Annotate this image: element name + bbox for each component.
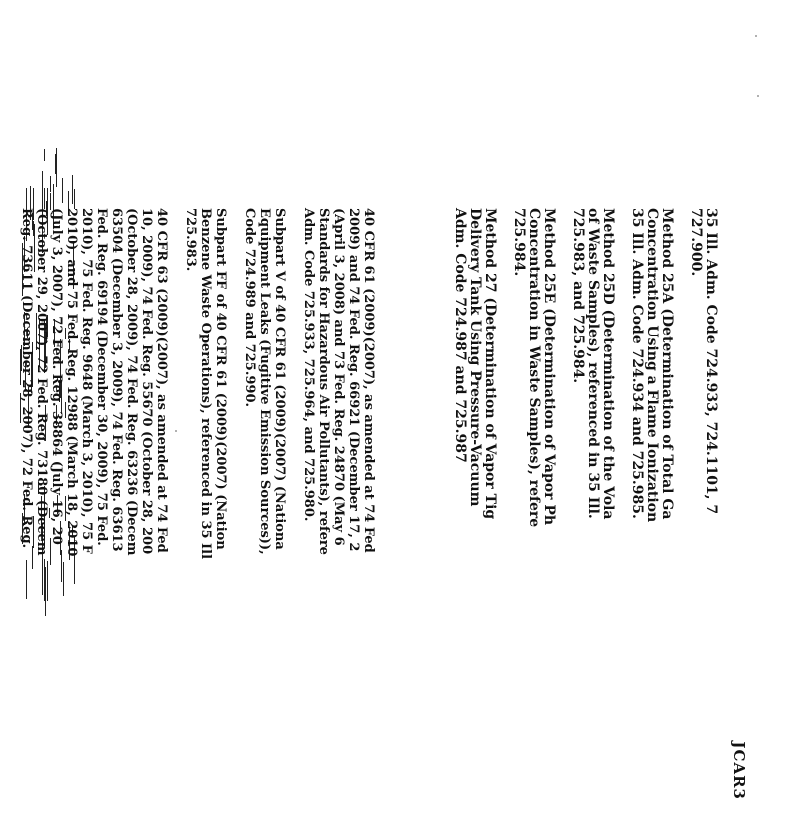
scan-mark (44, 149, 45, 161)
scan-mark (72, 175, 73, 204)
document-header: JCAR3 (730, 741, 748, 800)
scan-mark (50, 176, 51, 192)
rotated-document-text (19, 0, 756, 800)
paragraph: Subpart FF of 40 CFR 61 (2009)(2007) (Nation Benzene Waste Operations), referenced in 35 Ill 725.983. (183, 208, 228, 560)
paragraph: Method 25D (Determination of the Vola of Waste Samples), referenced in 35 Ill. 725.983, and 725.984. (570, 208, 616, 520)
paragraph: Method 27 (Determination of Vapor Tig Delivery Tank Using Pressure-Vacuum Adm. Code 724.987 and 725.987 (452, 208, 498, 520)
paragraph: 35 Ill. Adm. Code 724.933, 724.1101, 7 727.900. (688, 208, 719, 515)
paragraph: Subpart V of 40 CFR 61 (2009)(2007) (Nationa Equipment Leaks (Fugitive Emission Sources)), Code 724.989 and 725.990. (242, 208, 287, 555)
scan-mark (62, 178, 63, 203)
paragraph: 40 CFR 63 (2009)(2007), as amended at 74 Fed 10, 2009), 74 Fed. Reg. 55670 (October 28, 200 (October 28, 2009), 74 Fed. Reg. 63236 (Decem 63504 (December 3, 2009), 74 Fed. Reg. 63613 Fed. Reg. 69194 (December 30, 2009), 75 Fed. 2010), 75 Fed. Reg. 9648 (March 3, 2010), 75 F 2010), and 75 Fed. Reg. 12988 (March 18, 2010 (July 3, 2007), 72 Fed. Reg. 38864 (July 16, 20 (October 29, 2007), 72 Fed. Reg. 73180 (Decem Reg. 73611 (December 28, 2007), 72 Fed. Reg. (19, 208, 169, 557)
lower-section (5, 208, 376, 828)
scan-mark (55, 154, 56, 174)
scan-speck (757, 95, 759, 97)
paragraph: Method 25A (Determination of Total Ga Concentration Using a Flame Ionization 35 Ill. Adm. Code 724.934 and 725.985. (629, 208, 675, 523)
scan-mark (56, 170, 57, 187)
scan-mark (44, 188, 45, 209)
top-section (438, 208, 718, 828)
scan-mark (74, 189, 75, 209)
paragraph: Method 25E (Determination of Vapor Ph Concentration in Waste Samples), refere 725.984. (511, 208, 557, 528)
paragraph: 40 CFR 61 (2009)(2007), as amended at 74 Fed 2009) and 74 Fed. Reg. 66921 (December 17, 2 (April 3, 2008) and 73 Fed. Reg. 24870 (May 6 Standards for Hazardous Air Pollutants), refere Adm. Code 725.933, 725.964, and 725.980. (301, 208, 376, 555)
